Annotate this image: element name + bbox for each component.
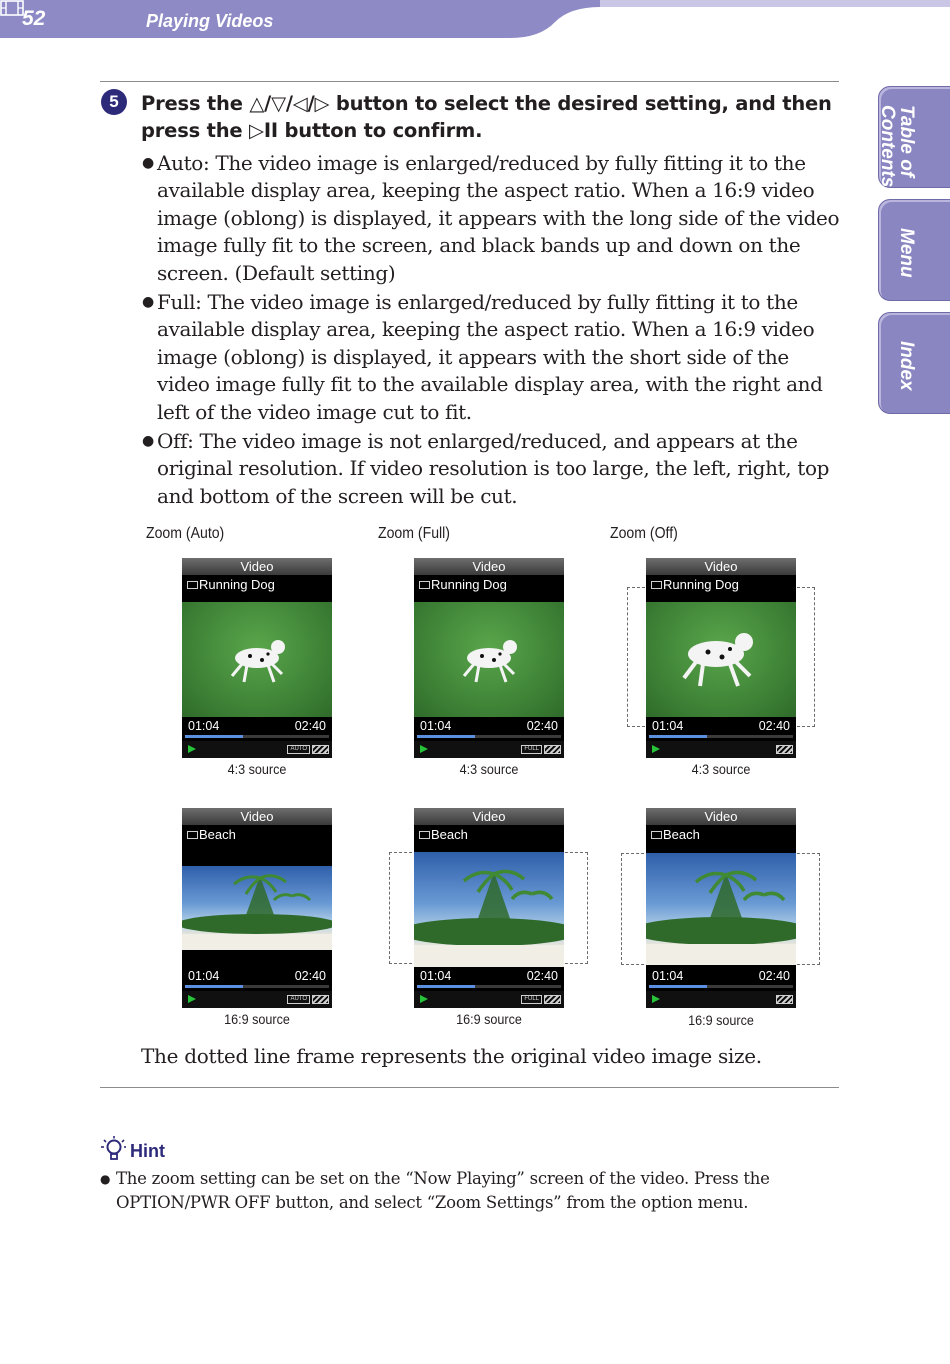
video-file-icon (651, 831, 662, 839)
bullet-off (142, 428, 842, 510)
video-title: Running Dog (187, 577, 275, 593)
bullet-dot: ● (142, 294, 154, 310)
progress-fill (649, 735, 707, 738)
source-caption: 4:3 source (691, 761, 751, 777)
zoom-off-caption: Zoom (Off) (610, 525, 678, 542)
total-time: 02:40 (294, 719, 326, 733)
video-frame-dog (414, 602, 564, 717)
player-status-bar (646, 741, 796, 758)
elapsed-time: 01:04 (420, 719, 452, 733)
progress-bar (649, 985, 793, 988)
dotted-frame-note: The dotted line frame represents the original video image size. (141, 1044, 762, 1068)
hint-heading: Hint (130, 1141, 165, 1161)
tab-label: Menu (896, 228, 917, 278)
player-header: Video (646, 558, 796, 575)
player-screen-auto-4-3 (182, 558, 332, 758)
zoom-mode-badge: AUTO (287, 745, 310, 754)
tab-index[interactable] (878, 312, 950, 414)
video-file-icon (419, 831, 430, 839)
page-number: 52 (22, 7, 46, 30)
battery-icon (312, 995, 329, 1004)
progress-bar (649, 735, 793, 738)
total-time: 02:40 (758, 719, 790, 733)
player-header: Video (414, 808, 564, 825)
player-header: Video (182, 808, 332, 825)
progress-bar (185, 985, 329, 988)
progress-bar (417, 735, 561, 738)
video-file-icon (651, 581, 662, 589)
step-instruction: Press the △/▽/◁/▷ button to select the desired setting, and then press the ▷II button to confirm. (141, 92, 832, 142)
top-divider (100, 81, 839, 82)
header-band (0, 0, 950, 40)
progress-bar (417, 985, 561, 988)
player-header: Video (646, 808, 796, 825)
play-icon (188, 745, 196, 753)
zoom-auto-caption: Zoom (Auto) (146, 525, 225, 542)
player-screen-off-4-3 (646, 558, 796, 758)
player-screen-full-4-3 (414, 558, 564, 758)
progress-fill (417, 735, 475, 738)
video-title: Running Dog (419, 577, 507, 593)
battery-icon (776, 745, 793, 754)
lightbulb-icon (100, 1136, 126, 1164)
video-title: Beach (651, 827, 700, 843)
battery-icon (544, 995, 561, 1004)
bullet-auto (142, 150, 842, 287)
player-screen-auto-16-9 (182, 808, 332, 1008)
total-time: 02:40 (526, 969, 558, 983)
bullet-text: Full: The video image is enlarged/reduced by fully fitting it to the available display area, keeping the aspect ratio. When a 16:9 video image (oblong) is displayed, it appears with the short side of the video image fully fit to the available display area, with the right and left of the video image cut to fit. (157, 290, 823, 424)
tab-label: Table of Contents (877, 105, 917, 188)
video-frame-dog (646, 602, 796, 717)
elapsed-time: 01:04 (420, 969, 452, 983)
video-frame-beach (414, 852, 564, 967)
bullet-dot: ● (142, 433, 154, 449)
source-caption: 4:3 source (459, 761, 519, 777)
total-time: 02:40 (758, 969, 790, 983)
bullet-text: Auto: The video image is enlarged/reduced by fully fitting it to the available display area, keeping the aspect ratio. When a 16:9 video image (oblong) is displayed, it appears with the long side of the video image fully fit to the screen, and black bands up and down on the screen. (Default setting) (157, 151, 840, 285)
tab-menu[interactable] (878, 199, 950, 301)
video-title: Running Dog (651, 577, 739, 593)
elapsed-time: 01:04 (652, 719, 684, 733)
progress-fill (185, 735, 243, 738)
bullet-dot: ● (100, 1172, 111, 1186)
video-frame-dog (182, 602, 332, 717)
video-frame-beach (182, 866, 332, 950)
play-icon (652, 745, 660, 753)
total-time: 02:40 (294, 969, 326, 983)
elapsed-time: 01:04 (188, 969, 220, 983)
hint-text: The zoom setting can be set on the “Now Playing” screen of the video. Press the OPTION/PWR OFF button, and select “Zoom Settings” from the option menu. (116, 1169, 770, 1212)
source-caption: 4:3 source (227, 761, 287, 777)
video-file-icon (419, 581, 430, 589)
elapsed-time: 01:04 (652, 969, 684, 983)
film-icon (0, 0, 24, 16)
video-file-icon (187, 581, 198, 589)
player-status-bar (182, 741, 332, 758)
progress-bar (185, 735, 329, 738)
bottom-divider (100, 1087, 839, 1088)
bullet-dot: ● (142, 155, 154, 171)
player-status-bar (646, 991, 796, 1008)
video-file-icon (187, 831, 198, 839)
play-icon (652, 995, 660, 1003)
zoom-full-caption: Zoom (Full) (378, 525, 450, 542)
bullet-full (142, 289, 842, 426)
zoom-mode-badge: FULL (521, 745, 542, 754)
battery-icon (776, 995, 793, 1004)
bullet-text: Off: The video image is not enlarged/reduced, and appears at the original resolution. If video resolution is too large, the left, right, top and bottom of the screen will be cut. (157, 429, 830, 508)
tab-table-of-contents[interactable] (878, 86, 950, 188)
total-time: 02:40 (526, 719, 558, 733)
player-status-bar (182, 991, 332, 1008)
play-icon (188, 995, 196, 1003)
battery-icon (544, 745, 561, 754)
play-icon (420, 995, 428, 1003)
video-title: Beach (419, 827, 468, 843)
zoom-mode-badge: FULL (521, 995, 542, 1004)
tab-label: Index (896, 341, 917, 391)
page-header (0, 0, 950, 40)
zoom-mode-badge: AUTO (287, 995, 310, 1004)
player-status-bar (414, 741, 564, 758)
player-header: Video (414, 558, 564, 575)
source-caption: 16:9 source (688, 1012, 754, 1028)
progress-fill (185, 985, 243, 988)
source-caption: 16:9 source (456, 1011, 522, 1027)
battery-icon (312, 745, 329, 754)
source-caption: 16:9 source (224, 1011, 290, 1027)
progress-fill (417, 985, 475, 988)
progress-fill (649, 985, 707, 988)
play-icon (420, 745, 428, 753)
player-header: Video (182, 558, 332, 575)
player-screen-full-16-9 (414, 808, 564, 1008)
video-frame-beach (646, 853, 796, 965)
player-status-bar (414, 991, 564, 1008)
section-title: Playing Videos (146, 11, 274, 31)
video-title: Beach (187, 827, 236, 843)
player-screen-off-16-9 (646, 808, 796, 1008)
hint-body (100, 1167, 840, 1215)
elapsed-time: 01:04 (188, 719, 220, 733)
step-number-badge: 5 (101, 89, 127, 115)
